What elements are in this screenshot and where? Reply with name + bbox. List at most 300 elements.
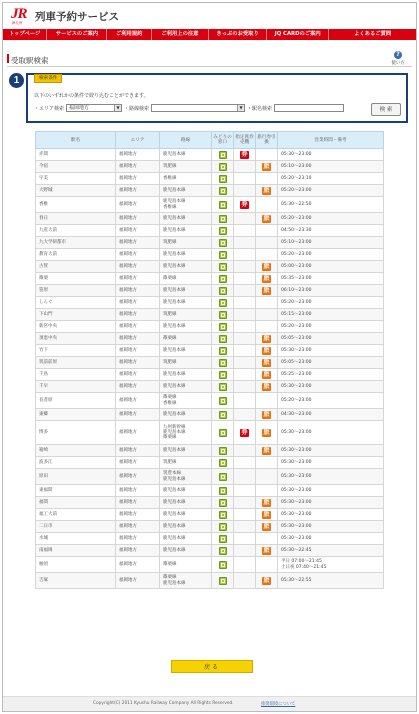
midori-window-icon[interactable] xyxy=(219,251,227,259)
midori-cell xyxy=(212,485,234,497)
hours-line: 05:20～23:00 xyxy=(281,397,312,403)
question-icon: ? xyxy=(394,51,402,59)
col-hours: 営業時間・備考 xyxy=(278,132,384,149)
area-name: 福岡地方 xyxy=(116,185,160,197)
line-name: 鹿児島本線 xyxy=(163,511,186,517)
travel-voucher-icon: 旅 xyxy=(263,428,270,436)
step-badge: 1 xyxy=(9,73,24,88)
ticket-machine-cell xyxy=(234,469,256,485)
station-name: 春日 xyxy=(36,213,116,225)
area-name: 福岡地方 xyxy=(116,237,160,249)
travel-voucher-cell xyxy=(256,445,278,457)
travel-voucher-cell xyxy=(256,533,278,545)
hours xyxy=(278,333,384,345)
midori-cell xyxy=(212,497,234,509)
hours xyxy=(278,225,384,237)
hours-line: 05:30～23:00 xyxy=(281,535,312,541)
midori-window-icon[interactable] xyxy=(219,359,227,367)
table-row xyxy=(36,381,384,393)
travel-voucher-cell xyxy=(256,333,278,345)
ticket-machine-cell xyxy=(234,421,256,445)
midori-window-icon[interactable] xyxy=(219,523,227,531)
table-row xyxy=(36,521,384,533)
travel-voucher-icon: 旅 xyxy=(263,162,270,170)
page-frame xyxy=(2,2,417,712)
midori-window-icon[interactable] xyxy=(219,215,227,223)
midori-cell xyxy=(212,421,234,445)
midori-window-icon[interactable] xyxy=(219,499,227,507)
table-row xyxy=(36,197,384,213)
line-names xyxy=(160,393,212,409)
line-name: 鹿児島本線 xyxy=(163,299,186,305)
hours xyxy=(278,345,384,357)
hours xyxy=(278,261,384,273)
ticket-machine-cell xyxy=(234,497,256,509)
midori-cell xyxy=(212,533,234,545)
station-name: 九大学研都市 xyxy=(36,237,116,249)
area-name: 福岡地方 xyxy=(116,545,160,557)
hours xyxy=(278,357,384,369)
hours-line: 05:30～23:00 xyxy=(281,473,312,479)
ticket-machine-cell xyxy=(234,457,256,469)
station-name: 水城 xyxy=(36,533,116,545)
title-divider xyxy=(7,66,412,67)
travel-voucher-icon: 旅 xyxy=(263,382,270,390)
area-name: 福岡地方 xyxy=(116,445,160,457)
line-name: 篠栗線 xyxy=(163,575,177,581)
ticket-machine-cell xyxy=(234,393,256,409)
hours xyxy=(278,545,384,557)
travel-voucher-icon: 旅 xyxy=(263,576,270,584)
line-name: 鹿児島本線 xyxy=(163,199,186,205)
line-names xyxy=(160,213,212,225)
midori-cell xyxy=(212,261,234,273)
line-name: 香椎線 xyxy=(163,175,177,181)
line-names xyxy=(160,197,212,213)
station-name: 博多 xyxy=(36,421,116,445)
travel-voucher-cell xyxy=(256,345,278,357)
station-name: 古賀 xyxy=(36,261,116,273)
midori-cell xyxy=(212,173,234,185)
travel-voucher-cell xyxy=(256,545,278,557)
travel-voucher-cell xyxy=(256,321,278,333)
midori-window-icon[interactable] xyxy=(219,299,227,307)
travel-voucher-icon: 旅 xyxy=(263,446,270,454)
site-header xyxy=(3,3,416,29)
table-row xyxy=(36,545,384,557)
ticket-machine-cell xyxy=(234,285,256,297)
travel-voucher-cell xyxy=(256,173,278,185)
station-name: 東福間 xyxy=(36,485,116,497)
station-name: 長者原 xyxy=(36,393,116,409)
hours xyxy=(278,185,384,197)
line-name: 筑肥線 xyxy=(163,311,177,317)
nav-item[interactable]: JQ CARDのご案内 xyxy=(267,29,329,40)
travel-voucher-icon: 旅 xyxy=(263,346,270,354)
midori-window-icon[interactable] xyxy=(219,547,227,555)
area-name: 福岡地方 xyxy=(116,409,160,421)
hours xyxy=(278,249,384,261)
travel-voucher-icon: 旅 xyxy=(263,214,270,222)
hours-line: 05:25～23:00 xyxy=(281,371,312,377)
midori-window-icon[interactable] xyxy=(219,511,227,519)
travel-voucher-cell xyxy=(256,357,278,369)
area-name: 福岡地方 xyxy=(116,173,160,185)
hours xyxy=(278,485,384,497)
ticket-machine-cell xyxy=(234,333,256,345)
midori-cell xyxy=(212,457,234,469)
hours xyxy=(278,497,384,509)
station-name: 東郷 xyxy=(36,409,116,421)
nav-item[interactable]: ご利用上の注意 xyxy=(152,29,209,40)
line-names xyxy=(160,369,212,381)
midori-cell xyxy=(212,249,234,261)
nav-item[interactable]: トップページ xyxy=(3,29,47,40)
hours-line: 05:05～23:00 xyxy=(281,335,312,341)
col-travel-voucher: 旅行券引換 xyxy=(256,132,278,149)
station-name: 下山門 xyxy=(36,309,116,321)
midori-window-icon[interactable] xyxy=(219,311,227,319)
line-names xyxy=(160,485,212,497)
table-row xyxy=(36,445,384,457)
area-name: 福岡地方 xyxy=(116,573,160,589)
table-row xyxy=(36,345,384,357)
line-name: 鹿児島本線 xyxy=(163,547,186,553)
travel-voucher-cell xyxy=(256,249,278,261)
hours-line: 05:30～23:00 xyxy=(281,429,312,435)
travel-voucher-icon: 旅 xyxy=(263,358,270,366)
travel-voucher-icon: 旅 xyxy=(263,498,270,506)
table-row xyxy=(36,161,384,173)
station-name: 吉塚 xyxy=(36,573,116,589)
ticket-machine-cell xyxy=(234,321,256,333)
line-name: 筑豊本線 xyxy=(163,471,181,477)
hours xyxy=(278,421,384,445)
travel-voucher-cell xyxy=(256,469,278,485)
line-name: 鹿児島本線 xyxy=(163,187,186,193)
line-names xyxy=(160,261,212,273)
area-name: 福岡地方 xyxy=(116,149,160,161)
line-name: 篠栗線 xyxy=(163,395,177,401)
line-name: 鹿児島本線 xyxy=(163,251,186,257)
midori-window-icon[interactable] xyxy=(219,151,227,159)
travel-voucher-cell xyxy=(256,225,278,237)
midori-cell xyxy=(212,345,234,357)
ticket-machine-icon: 券 xyxy=(241,428,248,436)
area-name: 福岡地方 xyxy=(116,485,160,497)
travel-voucher-cell xyxy=(256,149,278,161)
help-label: 使い方 xyxy=(391,61,405,66)
midori-window-icon[interactable] xyxy=(219,347,227,355)
travel-voucher-cell xyxy=(256,261,278,273)
line-name: 篠栗線 xyxy=(163,561,177,567)
ticket-machine-cell xyxy=(234,545,256,557)
line-names xyxy=(160,457,212,469)
midori-cell xyxy=(212,369,234,381)
search-help-text: 以下のいずれかの条件で絞り込むことができます。 xyxy=(34,93,149,99)
line-name: 鹿児島本線 xyxy=(163,411,186,417)
station-table xyxy=(35,131,384,589)
line-name: 鹿児島本線 xyxy=(163,580,186,586)
hours-line: 05:15～23:00 xyxy=(281,311,312,317)
travel-voucher-cell xyxy=(256,185,278,197)
area-name: 福岡地方 xyxy=(116,497,160,509)
midori-window-icon[interactable] xyxy=(219,371,227,379)
area-select[interactable] xyxy=(66,104,122,112)
line-name: 鹿児島本線 xyxy=(163,151,186,157)
hours-line: 05:20～23:00 xyxy=(281,299,312,305)
station-name: 笹原 xyxy=(36,285,116,297)
nav-item[interactable]: サービスのご案内 xyxy=(47,29,107,40)
travel-voucher-icon: 旅 xyxy=(263,334,270,342)
station-name: 篠栗 xyxy=(36,273,116,285)
midori-window-icon[interactable] xyxy=(219,323,227,331)
help-link[interactable] xyxy=(388,51,408,66)
hours xyxy=(278,521,384,533)
hours xyxy=(278,297,384,309)
midori-window-icon[interactable] xyxy=(219,397,227,405)
global-nav xyxy=(3,29,416,40)
hours-line: 05:30～22:50 xyxy=(281,201,312,207)
midori-window-icon[interactable] xyxy=(219,239,227,247)
hours-line: 05:20～23:10 xyxy=(281,175,312,181)
hours-line: 05:30～23:00 xyxy=(281,523,312,529)
area-name: 福岡地方 xyxy=(116,421,160,445)
table-row xyxy=(36,321,384,333)
hours-line: 04:50～23:30 xyxy=(281,227,312,233)
logo-sub: JR九州 xyxy=(12,21,23,25)
hours-line: 05:20～23:00 xyxy=(281,215,312,221)
ticket-machine-cell xyxy=(234,521,256,533)
hours-line: 06:10～23:00 xyxy=(281,287,312,293)
hours xyxy=(278,369,384,381)
midori-window-icon[interactable] xyxy=(219,263,227,271)
midori-window-icon[interactable] xyxy=(219,429,227,437)
hours xyxy=(278,309,384,321)
table-row xyxy=(36,285,384,297)
line-name: 鹿児島本線 xyxy=(163,487,186,493)
table-row xyxy=(36,249,384,261)
midori-cell xyxy=(212,445,234,457)
line-names xyxy=(160,185,212,197)
table-row xyxy=(36,497,384,509)
ticket-machine-cell xyxy=(234,533,256,545)
area-name: 福岡地方 xyxy=(116,273,160,285)
area-name: 福岡地方 xyxy=(116,345,160,357)
travel-voucher-cell xyxy=(256,393,278,409)
ticket-machine-cell xyxy=(234,345,256,357)
midori-window-icon[interactable] xyxy=(219,473,227,481)
table-row xyxy=(36,333,384,345)
line-name: 鹿児島本線 xyxy=(163,287,186,293)
hours xyxy=(278,237,384,249)
area-name: 福岡地方 xyxy=(116,297,160,309)
station-name: 千鳥 xyxy=(36,369,116,381)
area-name: 福岡地方 xyxy=(116,213,160,225)
col-line: 路線 xyxy=(160,132,212,149)
station-name: 大野城 xyxy=(36,185,116,197)
station-input[interactable] xyxy=(274,104,344,112)
midori-window-icon[interactable] xyxy=(219,187,227,195)
station-name: 須恵中央 xyxy=(36,333,116,345)
midori-window-icon[interactable] xyxy=(219,275,227,283)
hours xyxy=(278,393,384,409)
hours-line: 05:30～23:00 xyxy=(281,459,312,465)
area-name: 福岡地方 xyxy=(116,249,160,261)
ticket-machine-cell xyxy=(234,185,256,197)
area-name: 福岡地方 xyxy=(116,393,160,409)
line-names xyxy=(160,469,212,485)
nav-item[interactable]: よくあるご質問 xyxy=(354,31,392,37)
area-name: 福岡地方 xyxy=(116,225,160,237)
ticket-machine-cell xyxy=(234,261,256,273)
hours-line: 05:30～23:00 xyxy=(281,347,312,353)
station-name: 波多江 xyxy=(36,457,116,469)
midori-cell xyxy=(212,197,234,213)
midori-window-icon[interactable] xyxy=(219,535,227,543)
station-name: 柚須 xyxy=(36,557,116,573)
station-name: 福工大前 xyxy=(36,509,116,521)
station-name: 教育大前 xyxy=(36,249,116,261)
ticket-machine-cell xyxy=(234,149,256,161)
midori-window-icon[interactable] xyxy=(219,163,227,171)
midori-cell xyxy=(212,469,234,485)
midori-cell xyxy=(212,237,234,249)
line-names xyxy=(160,285,212,297)
area-name: 福岡地方 xyxy=(116,321,160,333)
search-button[interactable]: 検 索 xyxy=(371,103,401,116)
line-name: 筑肥線 xyxy=(163,239,177,245)
hours-line: 05:05～23:00 xyxy=(281,359,312,365)
hours xyxy=(278,197,384,213)
midori-window-icon[interactable] xyxy=(219,487,227,495)
ticket-machine-cell xyxy=(234,557,256,573)
midori-window-icon[interactable] xyxy=(219,335,227,343)
table-row xyxy=(36,213,384,225)
station-name: 福間 xyxy=(36,497,116,509)
line-names xyxy=(160,497,212,509)
hours-line: 05:30～22:55 xyxy=(281,577,312,583)
midori-window-icon[interactable] xyxy=(219,577,227,585)
line-names xyxy=(160,409,212,421)
line-names xyxy=(160,509,212,521)
midori-cell xyxy=(212,225,234,237)
hours xyxy=(278,573,384,589)
line-select[interactable] xyxy=(151,104,245,112)
ticket-machine-cell xyxy=(234,297,256,309)
hours-line: 05:30～23:00 xyxy=(281,151,312,157)
line-name: 鹿児島本線 xyxy=(163,429,186,435)
midori-window-icon[interactable] xyxy=(219,175,227,183)
hours xyxy=(278,409,384,421)
line-names xyxy=(160,161,212,173)
ticket-machine-cell xyxy=(234,237,256,249)
midori-cell xyxy=(212,149,234,161)
line-names xyxy=(160,421,212,445)
line-name: 筑肥線 xyxy=(163,459,177,465)
station-name: 今宿 xyxy=(36,161,116,173)
station-label: ・駅名検索 xyxy=(247,105,273,112)
recommended-env-link[interactable]: 推奨環境について xyxy=(261,702,296,707)
midori-window-icon[interactable] xyxy=(219,383,227,391)
ticket-machine-cell xyxy=(234,197,256,213)
midori-cell xyxy=(212,521,234,533)
travel-voucher-cell xyxy=(256,197,278,213)
line-names xyxy=(160,573,212,589)
area-name: 福岡地方 xyxy=(116,469,160,485)
midori-cell xyxy=(212,185,234,197)
hours xyxy=(278,273,384,285)
line-names xyxy=(160,309,212,321)
search-row xyxy=(34,103,344,113)
table-row xyxy=(36,509,384,521)
hours xyxy=(278,149,384,161)
table-header-row xyxy=(36,132,384,149)
line-names xyxy=(160,225,212,237)
line-name: 九州新幹線 xyxy=(163,424,186,430)
line-name: 篠栗線 xyxy=(163,335,177,341)
col-area: エリア xyxy=(116,132,160,149)
line-names xyxy=(160,557,212,573)
ticket-machine-cell xyxy=(234,225,256,237)
midori-window-icon[interactable] xyxy=(219,459,227,467)
table-row xyxy=(36,457,384,469)
midori-window-icon[interactable] xyxy=(219,201,227,209)
nav-item[interactable]: きっぷのお受取り xyxy=(209,29,267,40)
line-names xyxy=(160,273,212,285)
midori-cell xyxy=(212,409,234,421)
midori-cell xyxy=(212,393,234,409)
back-button[interactable]: 戻る xyxy=(171,660,253,673)
jr-logo[interactable] xyxy=(11,6,33,26)
ticket-machine-cell xyxy=(234,249,256,261)
travel-voucher-cell xyxy=(256,521,278,533)
hours-line: 05:10～23:00 xyxy=(281,163,312,169)
station-name: 原田 xyxy=(36,469,116,485)
midori-window-icon[interactable] xyxy=(219,287,227,295)
travel-voucher-icon: 旅 xyxy=(263,262,270,270)
travel-voucher-icon: 旅 xyxy=(263,510,270,518)
area-name: 福岡地方 xyxy=(116,557,160,573)
travel-voucher-icon: 旅 xyxy=(263,186,270,194)
midori-window-icon[interactable] xyxy=(219,561,227,569)
search-tab: 検索条件 xyxy=(34,74,62,83)
hours-line: 05:10～23:00 xyxy=(281,239,312,245)
hours-line: 05:20～23:00 xyxy=(281,251,312,257)
midori-window-icon[interactable] xyxy=(219,227,227,235)
table-row xyxy=(36,393,384,409)
station-name: 宇美 xyxy=(36,173,116,185)
ticket-machine-cell xyxy=(234,445,256,457)
area-name: 福岡地方 xyxy=(116,381,160,393)
station-name: 香椎 xyxy=(36,197,116,213)
midori-window-icon[interactable] xyxy=(219,411,227,419)
ticket-machine-cell xyxy=(234,509,256,521)
copyright: Copyright(C) 2011 Kyushu Railway Company All Rights Reserved. xyxy=(93,701,234,706)
line-name: 鹿児島本線 xyxy=(163,383,186,389)
midori-window-icon[interactable] xyxy=(219,447,227,455)
line-names xyxy=(160,521,212,533)
hours-line: 05:30～23:00 xyxy=(281,499,312,505)
travel-voucher-icon: 旅 xyxy=(263,410,270,418)
line-names xyxy=(160,321,212,333)
station-name: 竹下 xyxy=(36,345,116,357)
nav-item[interactable]: ご利用規約 xyxy=(107,29,151,40)
ticket-machine-cell xyxy=(234,273,256,285)
area-name: 福岡地方 xyxy=(116,197,160,213)
station-name: 九産大前 xyxy=(36,225,116,237)
line-name: 香椎線 xyxy=(163,204,177,210)
